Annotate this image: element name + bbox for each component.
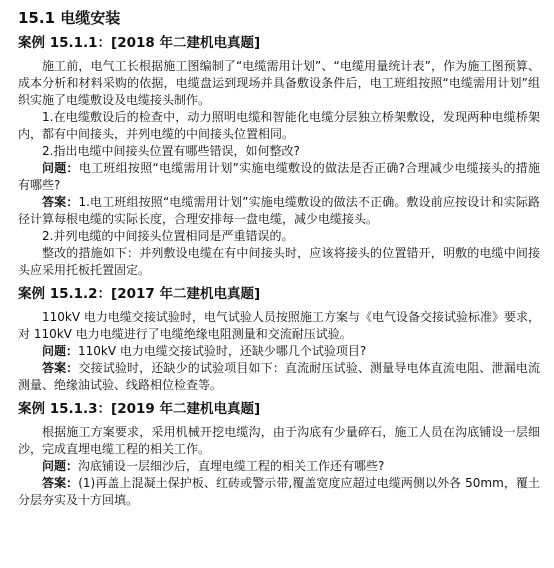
answer-paragraph: 答案：交接试验时，还缺少的试验项目如下：直流耐压试验、测量导电体直流电阻、泄漏电流测量、绝缘油试验、线路相位检查等。 (18, 361, 540, 392)
section-title: 15.1 电缆安装 (18, 9, 121, 27)
case-paragraph: 2.并列电缆的中间接头位置相同是严重错误的。 (42, 229, 294, 243)
question-paragraph: 问题：电工班组按照“电缆需用计划”实施电缆敷设的做法是否正确?合理减少电缆接头的措施有哪些? (18, 161, 540, 192)
case-block (18, 400, 540, 509)
answer-label: 答案： (42, 476, 79, 490)
answer-label: 答案： (42, 361, 79, 375)
case-block (18, 285, 540, 394)
answer-paragraph: 答案：(1)再盖上混凝土保护板、红砖或警示带,覆盖宽度应超过电缆两侧以外各 50mm，覆土分层夯实及十方回填。 (18, 476, 540, 507)
case-paragraph: 整改的措施如下：并列敷设电缆在有中间接头时，应该将接头的位置错开，明敷的电缆中间接头应采用托板托置固定。 (18, 246, 540, 277)
question-label: 问题： (42, 161, 79, 175)
answer-paragraph: 答案：1.电工班组按照“电缆需用计划”实施电缆敷设的做法不正确。敷设前应按设计和实际路径计算每根电缆的实际长度，合理安排每一盘电缆，减少电缆接头。 (18, 195, 540, 226)
case-paragraph: 根据施工方案要求，采用机械开挖电缆沟，由于沟底有少量碎石，施工人员在沟底铺设一层细沙，完成直埋电缆工程的相关工作。 (18, 425, 540, 456)
case-block (18, 34, 540, 279)
question-paragraph: 问题：110kV 电力电缆交接试验时，还缺少哪几个试验项目? (42, 344, 367, 358)
question-paragraph: 问题：沟底铺设一层细沙后，直埋电缆工程的相关工作还有哪些? (42, 459, 385, 473)
case-paragraph: 2.指出电缆中间接头位置有哪些错误，如何整改? (42, 144, 300, 158)
question-label: 问题： (42, 344, 79, 358)
question-label: 问题： (42, 459, 79, 473)
case-title: 案例 15.1.3：[2019 年二建机电真题] (18, 401, 261, 417)
case-paragraph: 1.在电缆敷设后的检查中，动力照明电缆和智能化电缆分层独立桥架敷设，发现两种电缆桥架内，都有中间接头，并列电缆的中间接头位置相同。 (18, 110, 540, 141)
case-paragraph: 110kV 电力电缆交接试验时，电气试验人员按照施工方案与《电气设备交接试验标准》要求，对 110kV 电力电缆进行了电缆绝缘电阻测量和交流耐压试验。 (18, 310, 540, 341)
answer-label: 答案： (42, 195, 79, 209)
case-paragraph: 施工前，电气工长根据施工图编制了“电缆需用计划”、“电缆用量统计表”，作为施工图预算、成本分析和材料采购的依据，电缆盘运到现场并具备敷设条件后，电工班组按照“电缆需用计划”组织实施了电缆敷设及电缆接头制作。 (18, 59, 540, 107)
case-title: 案例 15.1.1：[2018 年二建机电真题] (18, 35, 261, 51)
case-title: 案例 15.1.2：[2017 年二建机电真题] (18, 286, 261, 302)
